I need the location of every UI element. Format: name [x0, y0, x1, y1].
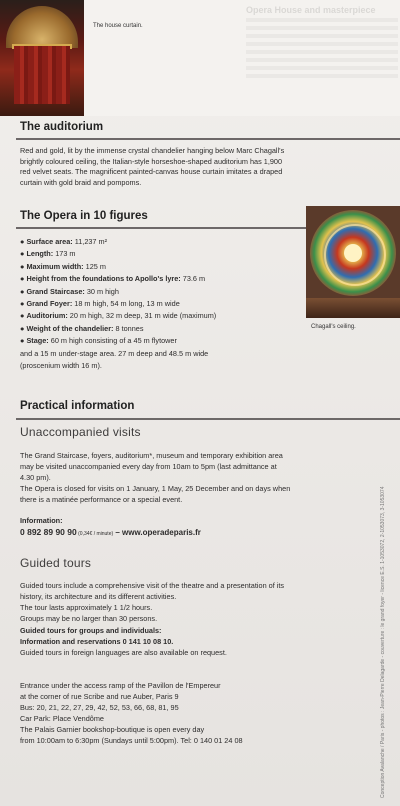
figure-value: 11,237 m² [72, 237, 108, 246]
figure-label: Stage: [26, 336, 49, 346]
access-line: at the corner of rue Scribe and rue Auber, Paris 9 [20, 692, 179, 701]
bleed-line [246, 50, 398, 54]
group-tours-label: Guided tours for groups and individuals: [20, 626, 162, 635]
figure-value: 60 m high consisting of a 45 m flytower [48, 336, 177, 346]
figure-label: Height from the foundations to Apollo's lyre: [26, 274, 181, 284]
figure-value: 20 m high, 32 m deep, 31 m wide (maximum) [67, 311, 217, 321]
figure-item: ● Maximum width: 125 m [20, 261, 106, 271]
figure-label: Surface area: [26, 237, 73, 246]
access-line: from 10:00am to 6:30pm (Sundays until 5:00pm). Tel: 0 140 01 24 08 [20, 736, 243, 745]
house-curtain-photo [0, 0, 84, 116]
ceiling-frame [306, 298, 400, 318]
unaccompanied-text [20, 450, 380, 505]
bleed-through-title: Opera House and masterpiece [246, 5, 376, 15]
figure-continuation: and a 15 m under-stage area. 27 m deep and 48.5 m wide [20, 348, 209, 358]
auditorium-line: brightly coloured ceiling, the Italian-style horseshoe-shaped auditorium has 1,900 [20, 156, 283, 166]
figures-rule [16, 227, 306, 229]
figure-item: ● Auditorium: 20 m high, 32 m deep, 31 m wide (maximum) [20, 311, 217, 321]
figure-value: 18 m high, 54 m long, 13 m wide [72, 298, 180, 308]
chagall-caption: Chagall's ceiling. [311, 324, 356, 330]
curtain-drape [14, 46, 70, 104]
figure-item: ● Grand Staircase: 30 m high [20, 286, 119, 296]
figure-label: Maximum width: [26, 261, 84, 271]
guided-line: history, its architecture and its different activities. [20, 592, 177, 601]
information-rate: (0,34€ / minute) [76, 531, 114, 537]
information-line [20, 527, 201, 537]
figure-value: 173 m [53, 249, 76, 259]
information-block [20, 516, 201, 537]
figures-list [20, 236, 305, 372]
bleed-line [246, 66, 398, 70]
auditorium-rule [16, 138, 400, 140]
information-phone: 0 892 89 90 90 [20, 527, 77, 537]
bleed-line [246, 74, 398, 78]
bleed-line [246, 18, 398, 22]
figure-item: ● Surface area: 11,237 m² [20, 237, 108, 246]
bleed-through-column [240, 0, 400, 122]
proscenium-arch [6, 6, 78, 48]
unaccompanied-line: 4.30 pm). [20, 473, 51, 482]
auditorium-text [20, 146, 380, 188]
figure-item: ● Height from the foundations to Apollo's lyre: 73.6 m [20, 274, 206, 284]
side-credits [380, 418, 392, 798]
access-info [20, 680, 380, 746]
guided-tours-text [20, 580, 380, 624]
figure-item: ● Weight of the chandelier: 8 tonnes [20, 323, 144, 333]
group-tours-block [20, 625, 380, 658]
figures-heading: The Opera in 10 figures [20, 210, 148, 222]
guided-line: Guided tours include a comprehensive visit of the theatre and a presentation of its [20, 581, 285, 590]
figure-value: 125 m [83, 261, 106, 271]
side-credits-text: Conception Avalanche / Paris - photos : Jean-Pierre Delagarde - couverture : le grand foyer - licence E.S. 1-1053072, 2-1053073, 3-1053074 [380, 486, 386, 798]
chagall-ceiling-photo [306, 206, 400, 318]
access-line: Bus: 20, 21, 22, 27, 29, 42, 52, 53, 66, 68, 81, 95 [20, 703, 179, 712]
figure-value: 73.6 m [180, 274, 206, 284]
unaccompanied-heading: Unaccompanied visits [20, 425, 141, 439]
bleed-line [246, 58, 398, 62]
figure-label: Grand Foyer: [26, 298, 73, 308]
auditorium-line: red velvet seats. The magnificent painted-canvas house curtain imitates a draped [20, 167, 283, 176]
figure-value: 8 tonnes [113, 323, 144, 333]
bleed-line [246, 26, 398, 30]
foreign-language-line: Guided tours in foreign languages are also available on request. [20, 648, 227, 657]
information-label: Information: [20, 516, 63, 525]
bleed-line [246, 42, 398, 46]
house-curtain-caption: The house curtain. [93, 23, 143, 29]
figure-label: Auditorium: [26, 311, 68, 321]
figure-continuation: (proscenium width 16 m). [20, 360, 102, 370]
figure-item: ● Length: 173 m [20, 249, 76, 259]
guided-line: Groups may be no larger than 30 persons. [20, 614, 158, 623]
figure-label: Grand Staircase: [26, 286, 85, 296]
auditorium-line: curtain with gold braid and pompoms. [20, 177, 142, 187]
opera-website-link[interactable]: – www.operadeparis.fr [113, 528, 201, 537]
figure-item: ● Grand Foyer: 18 m high, 54 m long, 13 m wide [20, 298, 180, 308]
access-line: Entrance under the access ramp of the Pavillon de l'Empereur [20, 681, 221, 690]
chandelier-hub [344, 244, 362, 262]
reservations-line: Information and reservations 0 141 10 08 10. [20, 637, 174, 646]
auditorium-line: Red and gold, lit by the immense crystal chandelier hanging below Marc Chagall's [20, 146, 285, 155]
practical-heading: Practical information [20, 400, 135, 412]
unaccompanied-line: The Grand Staircase, foyers, auditorium*, museum and temporary exhibition area [20, 451, 283, 460]
figure-value: 30 m high [84, 286, 119, 296]
bleed-line [246, 34, 398, 38]
auditorium-heading: The auditorium [20, 121, 104, 133]
unaccompanied-line: there is a matinée performance or a special event. [20, 495, 183, 504]
figure-label: Length: [26, 249, 54, 259]
unaccompanied-line: may be visited unaccompanied every day from 10am to 5pm (last admittance at [20, 462, 277, 471]
practical-rule [16, 418, 400, 420]
access-line: Car Park: Place Vendôme [20, 714, 104, 723]
guided-line: The tour lasts approximately 1 1/2 hours. [20, 603, 153, 612]
guided-tours-heading: Guided tours [20, 556, 92, 570]
figure-item: ● Stage: 60 m high consisting of a 45 m flytower [20, 336, 177, 346]
access-line: The Palais Garnier bookshop-boutique is open every day [20, 725, 205, 734]
unaccompanied-line: The Opera is closed for visits on 1 January, 1 May, 25 December and on days when [20, 484, 291, 493]
figure-label: Weight of the chandelier: [26, 323, 114, 333]
